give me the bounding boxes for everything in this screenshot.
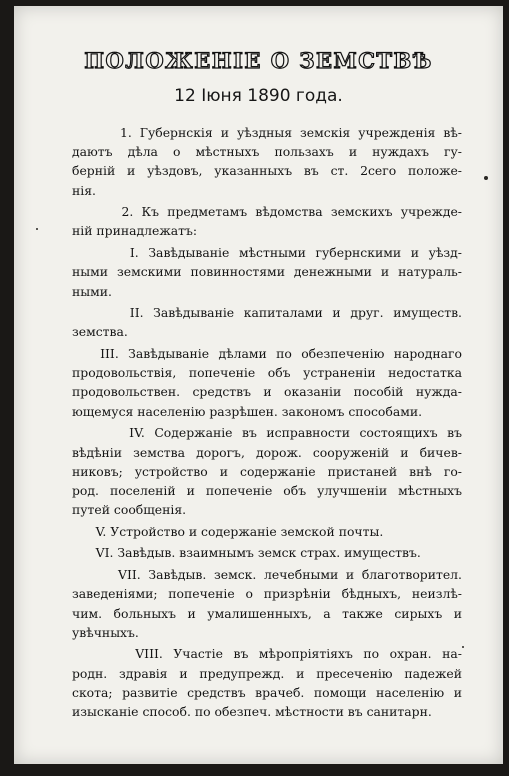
paragraph-p7 (72, 522, 462, 541)
text-line: род. поселеній и попеченіе объ улучшеніи мѣстныхъ (72, 482, 462, 498)
ink-speck (484, 176, 488, 180)
text-line: ній принадлежатъ: (72, 223, 198, 239)
text-line: ІV. Содержаніе въ исправности состоящихъ въ (72, 425, 462, 441)
paper-sheet (14, 6, 503, 764)
ink-speck (36, 228, 38, 230)
text-line: VІ. Завѣдыв. взаимнымъ земск страх. имуществъ. (72, 545, 421, 561)
text-line: увѣчныхъ. (72, 624, 139, 640)
paragraph-gap (72, 721, 462, 724)
text-line: ІІ. Завѣдываніе капиталами и друг. имуществ. (72, 305, 462, 321)
text-line: заведеніями; попеченіе о призрѣніи бѣдныхъ, неизлѣ- (72, 586, 462, 602)
text-line: даютъ дѣла о мѣстныхъ пользахъ и нуждахъ гу- (72, 144, 462, 160)
text-line: родн. здравія и предупрежд. и пресеченію падежей (72, 665, 462, 681)
text-line: VІІІ. Участіе въ мѣропріятіяхъ по охран. на- (72, 646, 462, 662)
paragraph-p4 (72, 303, 462, 341)
text-line: І. Завѣдываніе мѣстными губернскими и уѣзд- (72, 245, 462, 261)
paragraph-p9 (72, 565, 462, 642)
text-line: никовъ; устройство и содержаніе пристаней внѣ го- (72, 463, 462, 479)
paragraph-p1 (72, 123, 462, 200)
document-date: 12 Іюня 1890 года. (174, 86, 343, 106)
text-line: скота; развитіе средствъ врачеб. помощи населенію и (72, 684, 462, 700)
document-title: ПОЛОЖЕНІЕ О ЗЕМСТВѢ (84, 48, 433, 73)
paragraph-p3 (72, 243, 462, 301)
text-line: ІІІ. Завѣдываніе дѣлами по обезпеченію народнаго (72, 346, 462, 362)
paragraph-p2 (72, 202, 462, 240)
paragraph-p8 (72, 543, 462, 562)
text-line: V. Устройство и содержаніе земской почты. (72, 523, 384, 539)
text-line: берній и уѣздовъ, указанныхъ въ ст. 2сего положе- (72, 163, 462, 179)
text-line: ными. (72, 283, 112, 299)
text-line: 2. Къ предметамъ вѣдомства земскихъ учрежде- (72, 204, 462, 220)
text-line: нія. (72, 182, 96, 198)
text-line: изысканіе способ. по обезпеч. мѣстности въ санитарн. (72, 703, 432, 719)
text-line: путей сообщенія. (72, 502, 187, 518)
paragraph-p6 (72, 423, 462, 519)
text-line: чим. больныхъ и умалишенныхъ, а также сирыхъ и (72, 605, 462, 621)
text-line: земства. (72, 324, 128, 340)
paragraph-p10 (72, 644, 462, 721)
text-line: ными земскими повинностями денежными и натураль- (72, 264, 462, 280)
text-line: продовольствен. средствъ и оказаніи пособій нужда- (72, 384, 462, 400)
paragraph-p5 (72, 344, 462, 421)
text-line: продовольствія, попеченіе объ устраненіи недостатка (72, 365, 462, 381)
document-body (72, 123, 462, 724)
ink-speck (462, 646, 464, 648)
text-line: VІІ. Завѣдыв. земск. лечебными и благотворител. (72, 567, 462, 583)
text-line: вѣдѣніи земства дорогъ, дорож. сооруженій и бичев- (72, 444, 462, 460)
text-line: ющемуся населенію разрѣшен. закономъ способами. (72, 403, 423, 419)
text-line: 1. Губернскія и уѣздныя земскія учрежденія вѣ- (72, 125, 462, 140)
